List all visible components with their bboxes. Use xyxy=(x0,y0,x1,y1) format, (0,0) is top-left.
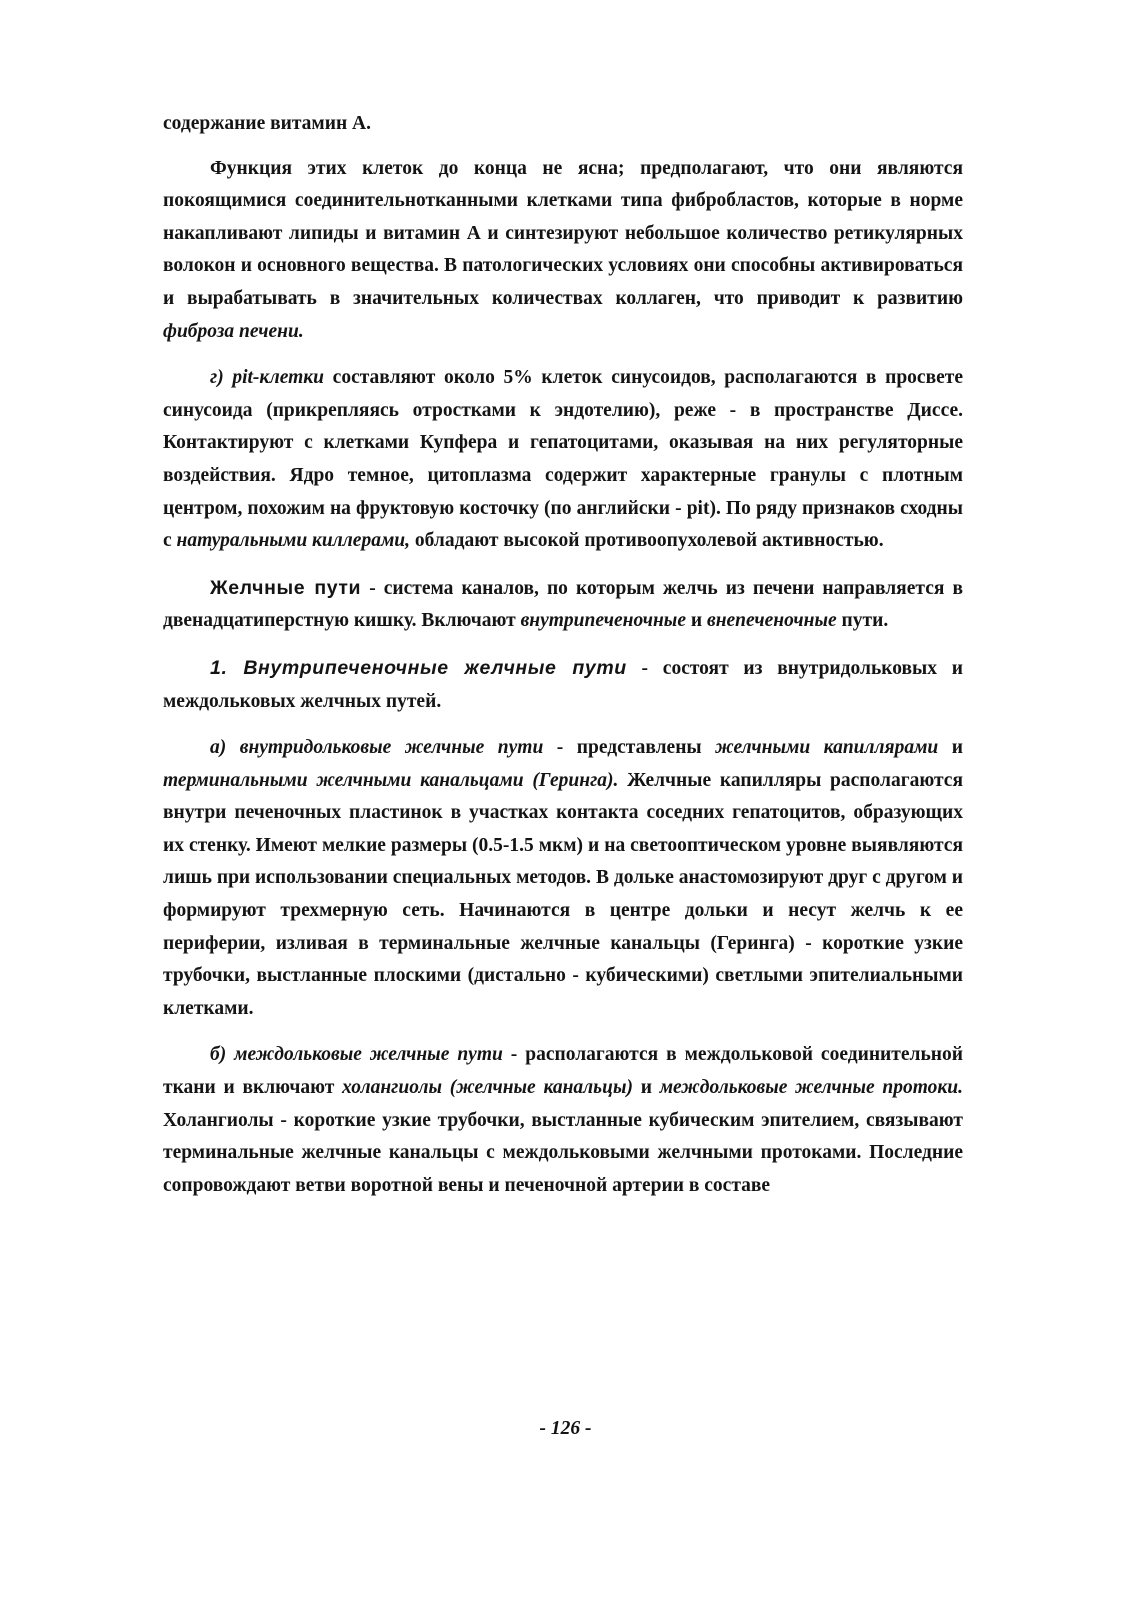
bile-ducts-conj: и xyxy=(685,610,707,632)
heading-intrahepatic-ducts: 1. Внутрипеченочные желчные пути xyxy=(210,656,627,679)
paragraph-bile-ducts xyxy=(163,572,963,638)
intralobular-text-end: Желчные капилляры располагаются внутри печеночных пластинок в участках контакта соседних гепатоцитов, образующих их стенку. Имеют мелкие размеры (0.5-1.5 мкм) и на светооптическом уровне выявляются лишь при использовании специальных методов. В дольке анастомозируют друг с другом и формируют трехмерную сеть. Начинаются в центре дольки и несут желчь к ее периферии, изливая в терминальные желчные канальцы (Геринга) - короткие узкие трубочки, выстланные плоскими (дистально - кубическими) светлыми эпителиальными клетками. xyxy=(163,769,963,1019)
term-extrahepatic: внепеченочные xyxy=(706,610,837,632)
term-natural-killers: натуральными киллерами, xyxy=(176,530,411,552)
paragraph-function xyxy=(163,153,963,349)
term-cholangioles: холангиолы (желчные канальцы) xyxy=(342,1077,633,1099)
paragraph-interlobular xyxy=(163,1039,963,1202)
pit-cells-text: составляют около 5% клеток синусоидов, располагаются в просвете синусоида (прикрепляясь отростками к эндотелию), реже - в пространстве Диссе. Контактируют с клетками Купфера и гепатоцитами, оказывая на них регуляторные воздействия. Ядро темное, цитоплазма содержит характерные гранулы с плотным центром, похожим на фруктовую косточку (по английски - pit). По ряду признаков сходны с xyxy=(163,367,963,552)
term-bile-capillaries: желчными капиллярами xyxy=(715,737,939,759)
term-fibrosis: фиброза печени. xyxy=(163,320,304,342)
term-pit-cells: г) pit-клетки xyxy=(210,367,325,389)
paragraph-pit-cells xyxy=(163,362,963,558)
heading-interlobular-ducts: б) междольковые желчные пути xyxy=(210,1044,503,1066)
paragraph-continuation xyxy=(163,108,963,141)
heading-intralobular-ducts: а) внутридольковые желчные пути xyxy=(210,737,544,759)
pit-cells-text-end: обладают высокой противоопухолевой активностью. xyxy=(410,530,884,552)
term-hering-canals: терминальными желчными канальцами (Геринга). xyxy=(163,769,619,791)
interlobular-text: - располагаются в междольковой соединительной ткани и включают xyxy=(163,1044,963,1099)
intralobular-text: - представлены xyxy=(543,737,716,759)
paragraph-intrahepatic xyxy=(163,652,963,718)
intrahepatic-text: - состоят из внутридольковых и междольковых желчных путей. xyxy=(163,657,963,712)
interlobular-text-end: Холангиолы - короткие узкие трубочки, выстланные кубическим эпителием, связывают терминальные желчные канальцы с междольковыми желчными протоками. Последние сопровождают ветви воротной вены и печеночной артерии в составе xyxy=(163,1109,963,1196)
interlobular-conj: и xyxy=(632,1077,660,1099)
heading-bile-ducts: Желчные пути xyxy=(210,576,362,599)
page-number: - 126 - xyxy=(539,1418,592,1439)
paragraph-intralobular xyxy=(163,732,963,1025)
bile-ducts-text: - система каналов, по которым желчь из печени направляется в двенадцатиперстную кишку. Включают xyxy=(163,577,963,632)
bile-ducts-text-end: пути. xyxy=(836,610,889,632)
term-interlobular-ducts: междольковые желчные протоки. xyxy=(659,1077,963,1099)
body-text xyxy=(163,108,963,1216)
function-text: Функция этих клеток до конца не ясна; предполагают, что они являются покоящимися соединительнотканными клетками типа фибробластов, которые в норме накапливают липиды и витамин А и синтезируют небольшое количество ретикулярных волокон и основного вещества. В патологических условиях они способны активироваться и вырабатывать в значительных количествах коллаген, что приводит к развитию xyxy=(163,157,963,309)
continuation-text: содержание витамин А. xyxy=(163,113,372,134)
term-intrahepatic: внутрипеченочные xyxy=(520,610,686,632)
intralobular-conj: и xyxy=(938,737,964,759)
